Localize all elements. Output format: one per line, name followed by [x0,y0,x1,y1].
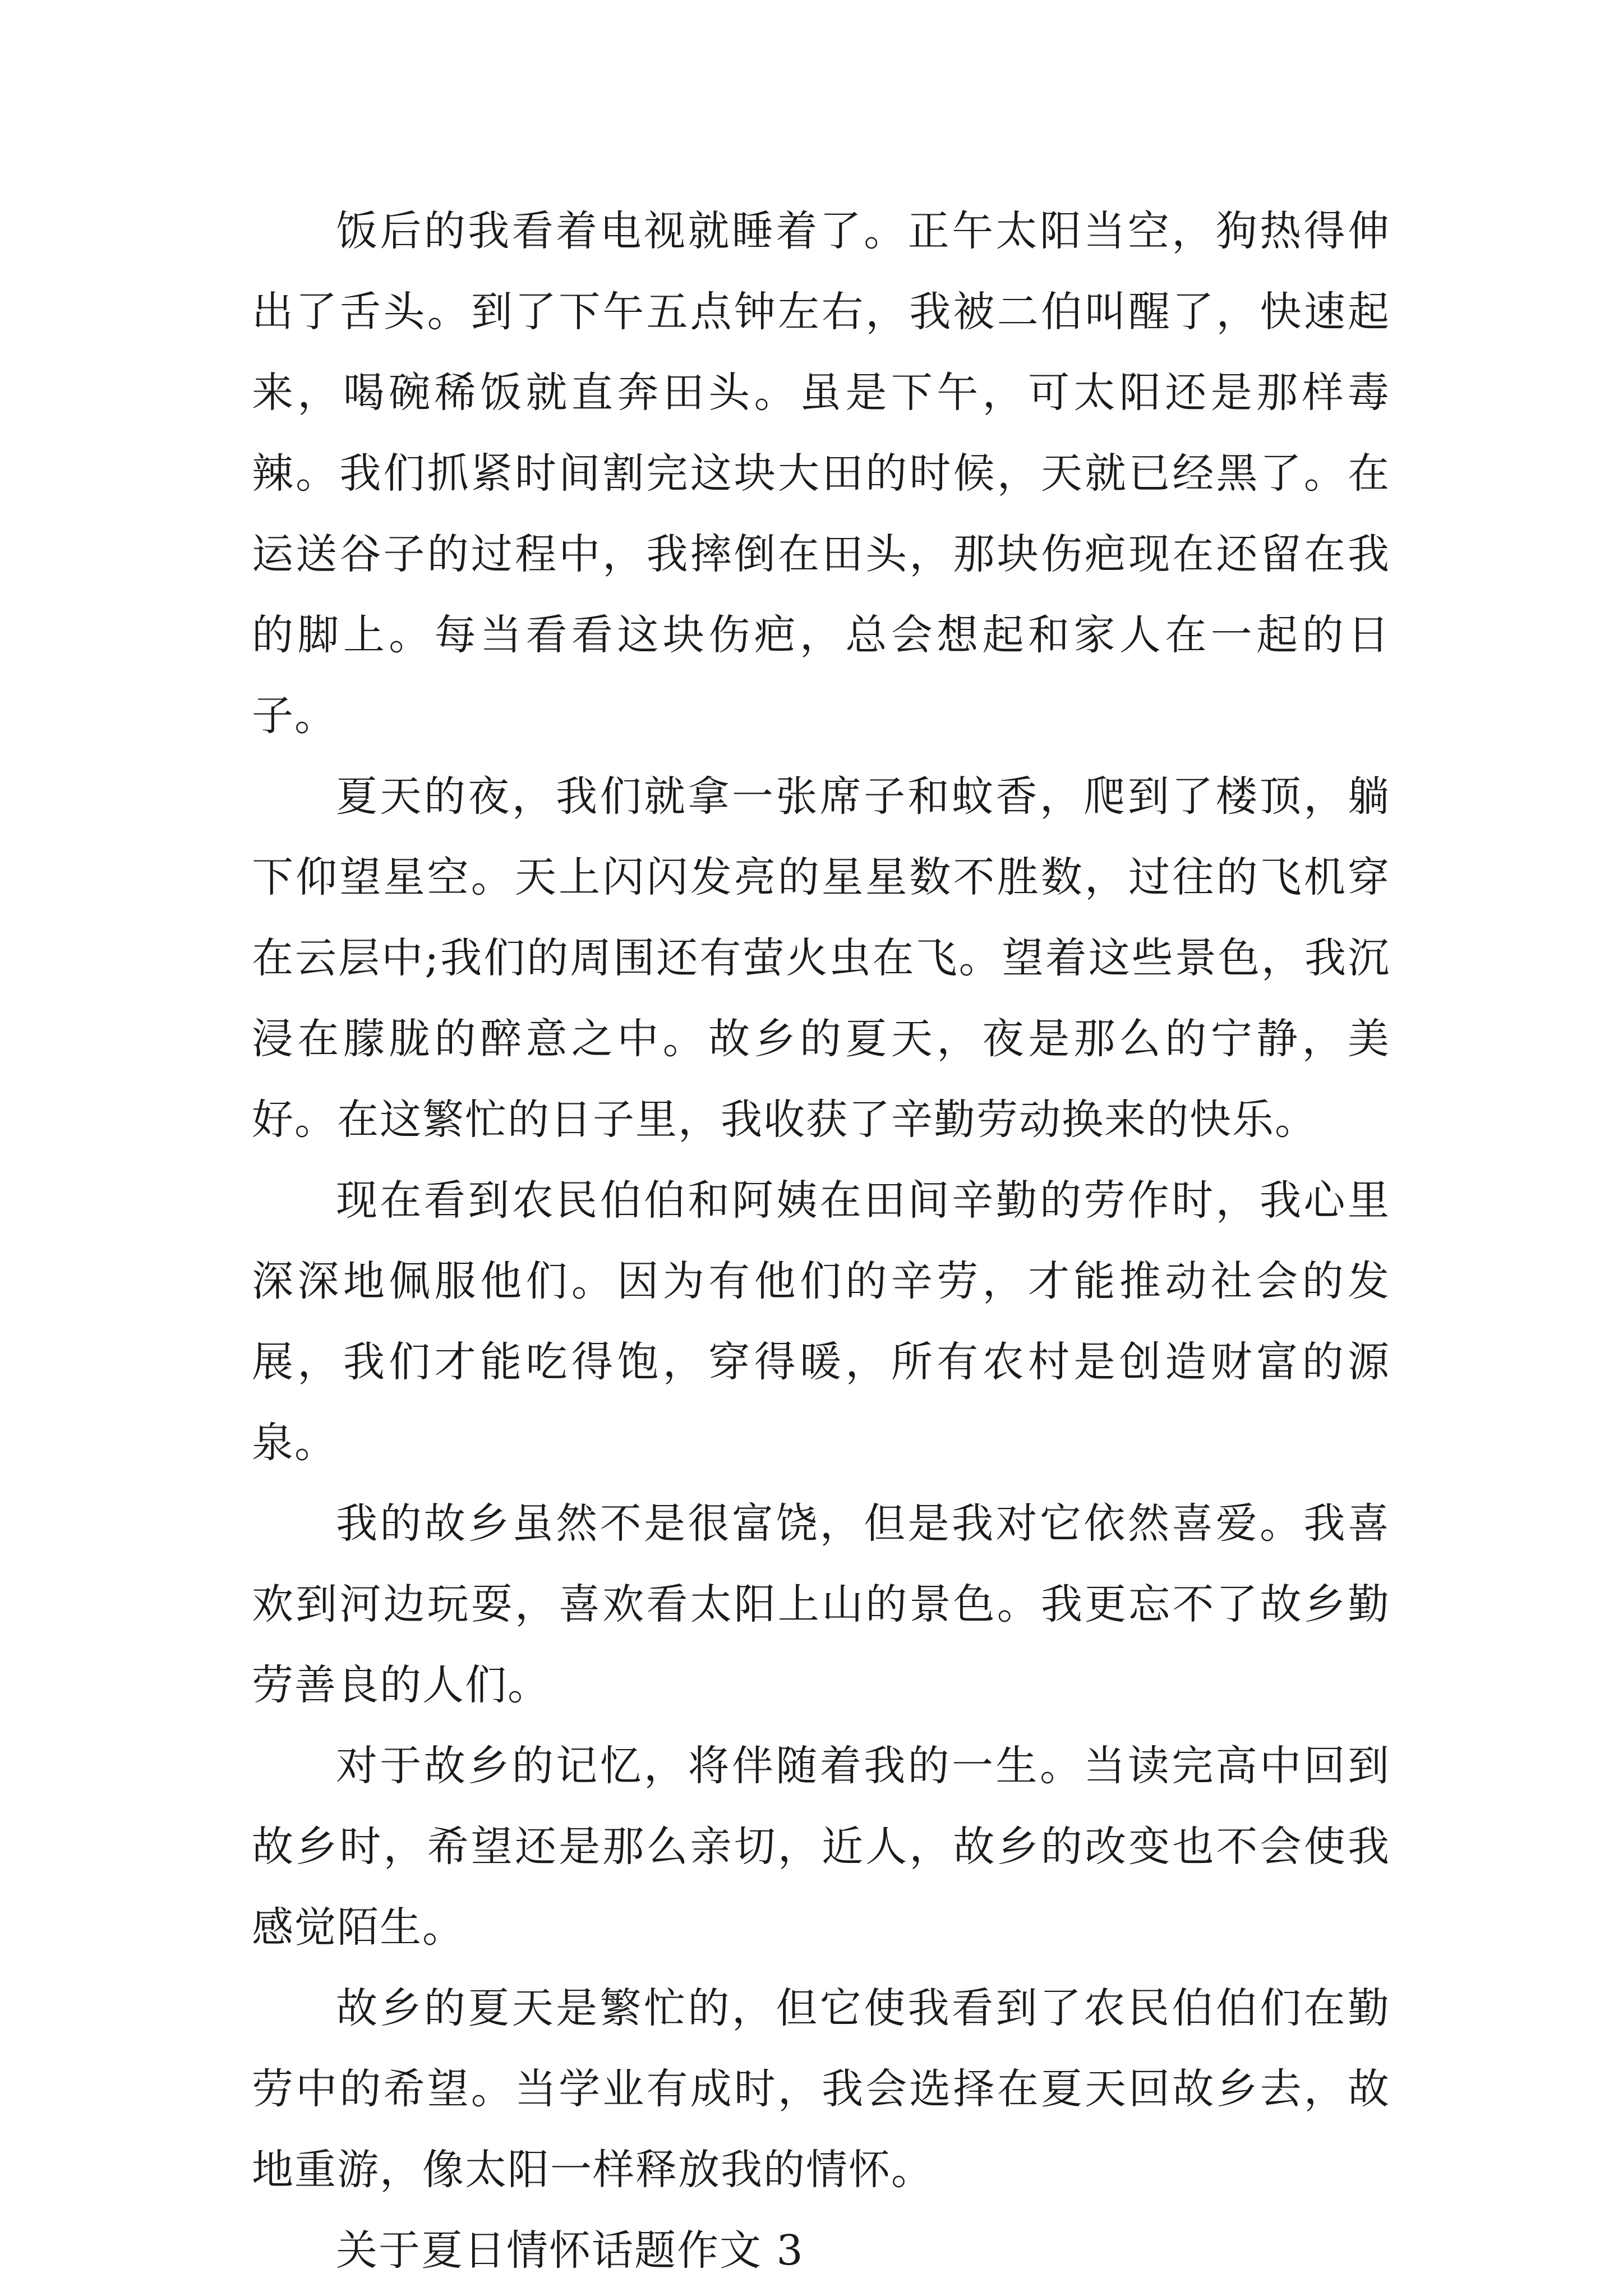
paragraph-3: 现在看到农民伯伯和阿姨在田间辛勤的劳作时，我心里深深地佩服他们。因为有他们的辛劳，才能推动社会的发展，我们才能吃得饱，穿得暖，所有农村是创造财富的源泉。 [252,1176,1390,1467]
section-heading: 关于夏日情怀话题作文 3 [336,2226,804,2275]
paragraph-2: 夏天的夜，我们就拿一张席子和蚊香，爬到了楼顶，躺下仰望星空。天上闪闪发亮的星星数不胜数，过往的飞机穿在云层中;我们的周围还有萤火虫在飞。望着这些景色，我沉浸在朦胧的醉意之中。故乡的夏天，夜是那么的宁静，美好。在这繁忙的日子里，我收获了辛勤劳动换来的快乐。 [252,772,1390,1144]
paragraph-1: 饭后的我看着电视就睡着了。正午太阳当空，狗热得伸出了舌头。到了下午五点钟左右，我被二伯叫醒了，快速起来，喝碗稀饭就直奔田头。虽是下午，可太阳还是那样毒辣。我们抓紧时间割完这块大田的时候，天就已经黑了。在运送谷子的过程中，我摔倒在田头，那块伤疤现在还留在我的脚上。每当看看这块伤疤，总会想起和家人在一起的日子。 [252,207,1390,740]
document-body [252,191,1390,2291]
paragraph-5: 对于故乡的记忆，将伴随着我的一生。当读完高中回到故乡时，希望还是那么亲切，近人，故乡的改变也不会使我感觉陌生。 [252,1742,1390,1952]
paragraph-6: 故乡的夏天是繁忙的，但它使我看到了农民伯伯们在勤劳中的希望。当学业有成时，我会选择在夏天回故乡去，故地重游，像太阳一样释放我的情怀。 [252,1984,1390,2194]
paragraph-4: 我的故乡虽然不是很富饶，但是我对它依然喜爱。我喜欢到河边玩耍，喜欢看太阳上山的景色。我更忘不了故乡勤劳善良的人们。 [252,1499,1390,1709]
